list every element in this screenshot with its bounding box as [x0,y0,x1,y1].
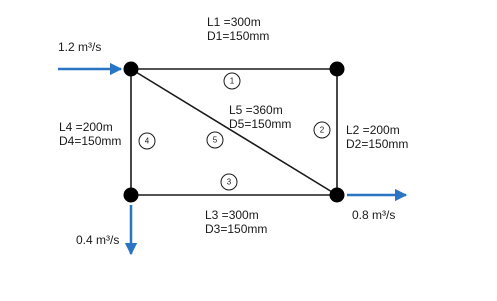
pipe-3-length: L3 =300m [205,208,259,222]
pipe-3-number: 3 [226,177,232,187]
pipe-2-diameter: D2=150mm [346,137,409,151]
pipe-5-diameter: D5=150mm [229,117,292,131]
pipe-2-length: L2 =200m [346,123,400,137]
pipe-1-diameter: D1=150mm [207,29,270,43]
junction-bottom-left [124,188,139,203]
pipe-2-number: 2 [319,125,325,135]
outflow-label-right: 0.8 m³/s [352,208,396,222]
inflow-label: 1.2 m³/s [58,40,102,54]
junction-bottom-right [330,188,345,203]
junction-top-right [330,62,345,77]
junction-top-left [124,62,139,77]
pipe-4-length: L4 =200m [59,120,113,134]
pipe-1-number: 1 [229,76,235,86]
pipe-5-number: 5 [212,135,218,145]
pipe-1-length: L1 =300m [207,15,261,29]
pipe-4-number: 4 [144,136,150,146]
outflow-label-bottom-left: 0.4 m³/s [76,233,120,247]
pipe-5-length: L5 =360m [229,103,283,117]
pipe-4-diameter: D4=150mm [59,134,122,148]
pipe-3-diameter: D3=150mm [205,222,268,236]
